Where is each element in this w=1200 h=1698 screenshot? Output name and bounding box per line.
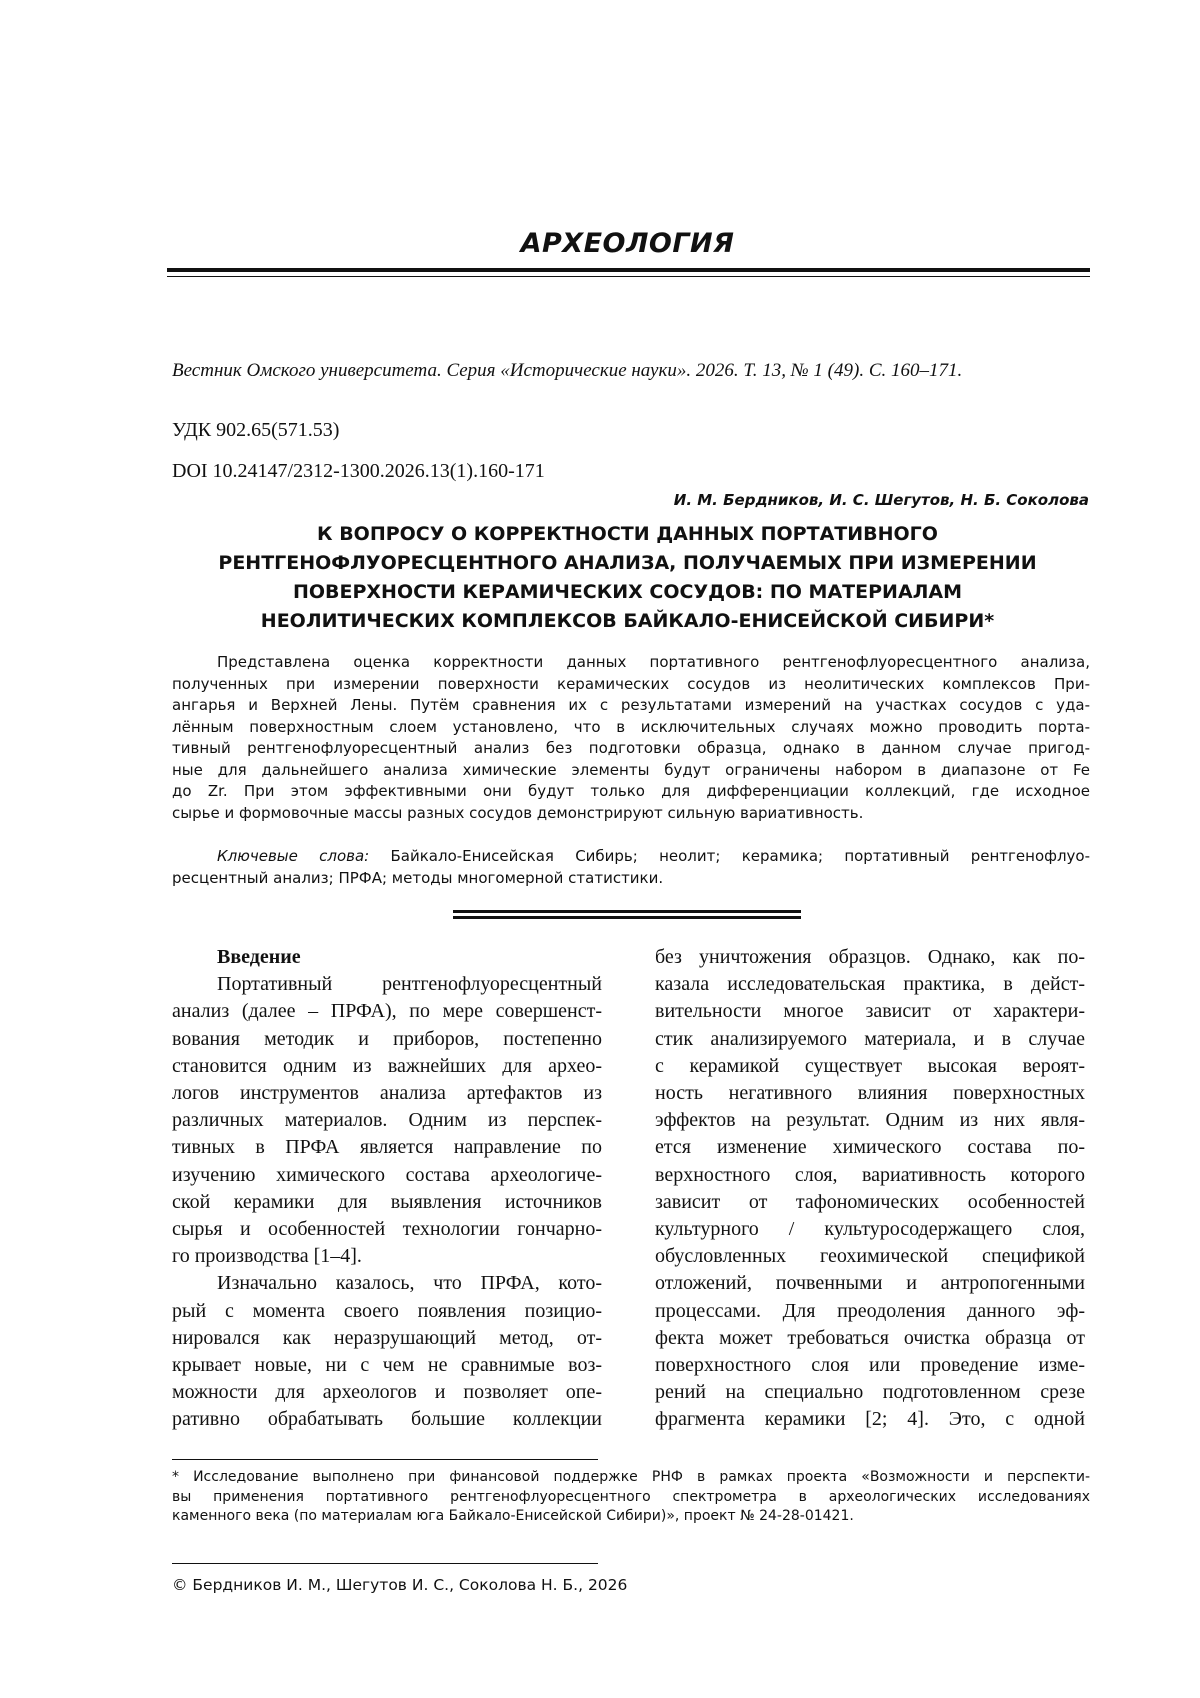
body-line: ется изменение химического состава по- xyxy=(655,1136,1085,1159)
keywords-label: Ключевые слова: xyxy=(217,847,370,865)
abstract-line: ные для дальнейшего анализа химические элементы будут ограничены набором в диапазоне от Fe xyxy=(172,760,1090,779)
body-line: крывает новые, ни с чем не сравнимые воз- xyxy=(172,1354,602,1377)
body-line: ративно обрабатывать большие коллекции xyxy=(172,1408,602,1431)
section-title: АРХЕОЛОГИЯ xyxy=(520,228,735,259)
funding-footnote xyxy=(172,1468,1090,1527)
keywords-text: Байкало-Енисейская Сибирь; неолит; керамика; портативный рентгенофлуо- xyxy=(369,847,1091,865)
body-line: с керамикой существует высокая вероят- xyxy=(655,1054,1085,1077)
journal-citation: Вестник Омского университета. Серия «Исторические науки». 2026. Т. 13, № 1 (49). С. 160–171. xyxy=(172,360,963,381)
footnote-line: вы применения портативного рентгенофлуоресцентного спектрометра в археологических исследованиях xyxy=(172,1488,1090,1505)
copyright-rule xyxy=(172,1563,598,1564)
body-line: верхностного слоя, вариативность которого xyxy=(655,1163,1085,1186)
intro-heading: Введение xyxy=(217,946,301,968)
body-line: становится одним из важнейших для архео- xyxy=(172,1054,602,1077)
keywords-line: ресцентный анализ; ПРФА; методы многомерной статистики. xyxy=(172,868,664,887)
body-line: процессами. Для преодоления данного эф- xyxy=(655,1299,1085,1322)
footnote-rule xyxy=(172,1459,598,1460)
body-line: казала исследовательская практика, в дейст- xyxy=(655,973,1085,996)
body-line: анализ (далее – ПРФА), по мере совершенст- xyxy=(172,1000,602,1023)
body-line: нировался как неразрушающий метод, от- xyxy=(172,1326,602,1349)
keywords-line xyxy=(172,846,1090,868)
header-rule-thick xyxy=(167,268,1090,272)
body-line: без уничтожения образцов. Однако, как по- xyxy=(655,946,1085,968)
body-line: рый с момента своего появления позицио- xyxy=(172,1299,602,1322)
article-title-line: РЕНТГЕНОФЛУОРЕСЦЕНТНОГО АНАЛИЗА, ПОЛУЧАЕМЫХ ПРИ ИЗМЕРЕНИИ xyxy=(218,552,1037,574)
body-line: фрагмента керамики [2; 4]. Это, с одной xyxy=(655,1408,1085,1431)
section-separator xyxy=(453,910,801,913)
article-title-line: ПОВЕРХНОСТИ КЕРАМИЧЕСКИХ СОСУДОВ: ПО МАТЕРИАЛАМ xyxy=(292,581,963,603)
footnote-line: каменного века (по материалам юга Байкало-Енисейской Сибири)», проект № 24-28-01421. xyxy=(172,1508,854,1524)
udk-code: УДК 902.65(571.53) xyxy=(172,419,340,441)
copyright-notice: © Бердников И. М., Шегутов И. С., Соколова Н. Б., 2026 xyxy=(172,1576,628,1594)
body-line: культурного / культуросодержащего слоя, xyxy=(655,1218,1085,1241)
abstract-line: сырье и формовочные массы разных сосудов демонстрируют сильную вариативность. xyxy=(172,803,864,822)
body-line: рений на специально подготовленном срезе xyxy=(655,1381,1085,1404)
body-line: Портативный рентгенофлуоресцентный xyxy=(217,973,602,996)
body-line: вования методик и приборов, постепенно xyxy=(172,1027,602,1050)
body-column-right xyxy=(655,944,1085,1434)
keywords xyxy=(172,846,1090,889)
body-line: стик анализируемого материала, и в случае xyxy=(655,1027,1085,1050)
body-line: различных материалов. Одним из перспек- xyxy=(172,1109,602,1132)
abstract-line: лённым поверхностным слоем установлено, что в исключительных случаях можно проводить порта- xyxy=(172,717,1090,736)
body-line: вительности многое зависит от характери- xyxy=(655,1000,1085,1023)
body-line: ность негативного влияния поверхностных xyxy=(655,1082,1085,1105)
body-line: можности для археологов и позволяет опе- xyxy=(172,1381,602,1404)
body-line: ской керамики для выявления источников xyxy=(172,1190,602,1213)
body-line: тивных в ПРФА является направление по xyxy=(172,1136,602,1159)
header-rule-thin xyxy=(167,276,1090,277)
body-line: фекта может требоваться очистка образца от xyxy=(655,1326,1085,1349)
abstract xyxy=(172,652,1090,824)
body-line: го производства [1–4]. xyxy=(172,1245,362,1268)
body-line: сырья и особенностей технологии гончарно- xyxy=(172,1218,602,1241)
abstract-line: до Zr. При этом эффективными они будут только для дифференциации коллекций, где исходное xyxy=(172,782,1090,800)
body-line: изучению химического состава археологиче- xyxy=(172,1163,602,1186)
body-column-left xyxy=(172,944,602,1434)
abstract-line: полученных при измерении поверхности керамических сосудов из неолитических комплексов При- xyxy=(172,674,1090,693)
body-line: логов инструментов анализа артефактов из xyxy=(172,1082,602,1105)
body-line: эффектов на результат. Одним из них явля- xyxy=(655,1109,1085,1132)
authors-line: И. М. Бердников, И. С. Шегутов, Н. Б. Соколова xyxy=(673,491,1089,509)
doi-identifier: DOI 10.24147/2312-1300.2026.13(1).160-171 xyxy=(172,460,545,482)
footnote-line: * Исследование выполнено при финансовой поддержке РНФ в рамках проекта «Возможности и перспекти- xyxy=(172,1469,1090,1485)
body-line: обусловленных геохимической спецификой xyxy=(655,1245,1085,1268)
abstract-line: ангарья и Верхней Лены. Путём сравнения их с результатами измерений на участках сосудов с уда- xyxy=(172,696,1090,714)
body-line: отложений, почвенными и антропогенными xyxy=(655,1272,1085,1295)
abstract-line: Представлена оценка корректности данных портативного рентгенофлуоресцентного анализа, xyxy=(217,653,1090,671)
section-separator xyxy=(453,916,801,919)
article-title-line: К ВОПРОСУ О КОРРЕКТНОСТИ ДАННЫХ ПОРТАТИВНОГО xyxy=(317,523,938,545)
body-line: зависит от тафономических особенностей xyxy=(655,1190,1085,1213)
body-line: Изначально казалось, что ПРФА, кото- xyxy=(217,1272,602,1295)
article-title xyxy=(160,520,1095,636)
body-line: поверхностного слоя или проведение изме- xyxy=(655,1354,1085,1377)
article-title-line: НЕОЛИТИЧЕСКИХ КОМПЛЕКСОВ БАЙКАЛО-ЕНИСЕЙСКОЙ СИБИРИ* xyxy=(260,610,995,632)
abstract-line: тивный рентгенофлуоресцентный анализ без подготовки образца, однако в данном случае пригод- xyxy=(172,739,1090,757)
